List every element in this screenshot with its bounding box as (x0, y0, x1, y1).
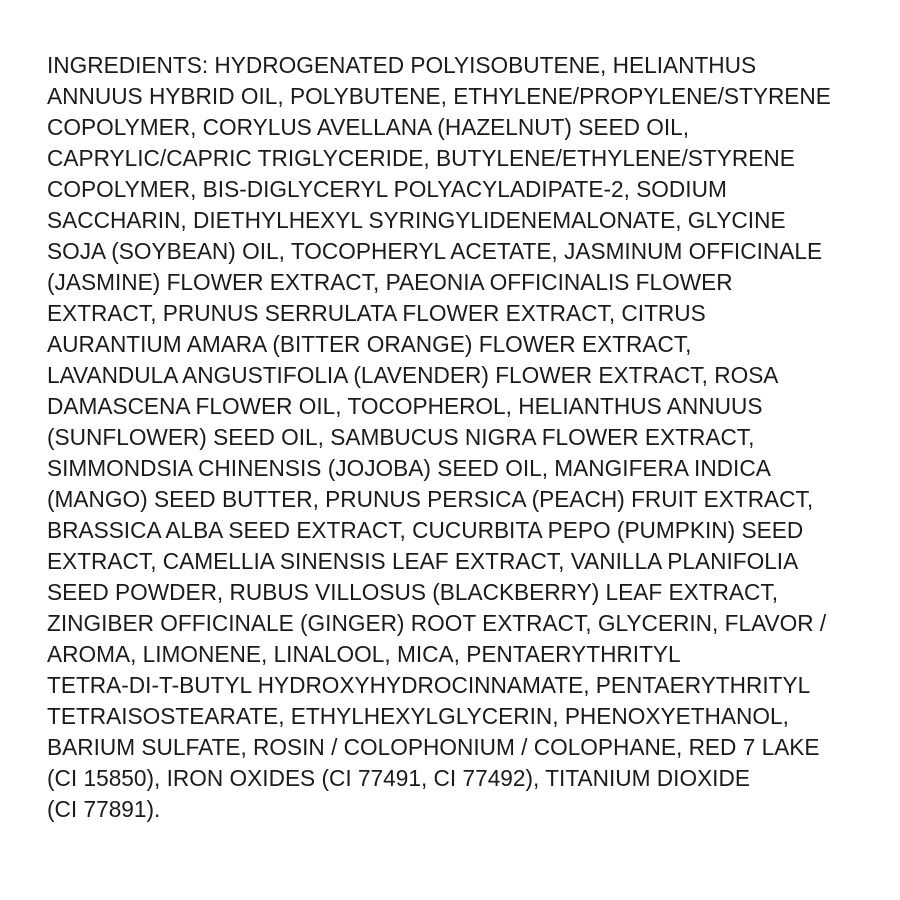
ingredients-line: BRASSICA ALBA SEED EXTRACT, CUCURBITA PEPO (PUMPKIN) SEED (47, 517, 804, 543)
ingredients-line: TETRA-DI-T-BUTYL HYDROXYHYDROCINNAMATE, PENTAERYTHRITYL (47, 672, 811, 698)
ingredients-line: SIMMONDSIA CHINENSIS (JOJOBA) SEED OIL, MANGIFERA INDICA (47, 455, 771, 481)
ingredients-line: TETRAISOSTEARATE, ETHYLHEXYLGLYCERIN, PHENOXYETHANOL, (47, 703, 789, 729)
ingredients-line: SACCHARIN, DIETHYLHEXYL SYRINGYLIDENEMALONATE, GLYCINE (47, 207, 786, 233)
ingredients-line: (SUNFLOWER) SEED OIL, SAMBUCUS NIGRA FLOWER EXTRACT, (47, 424, 755, 450)
ingredients-line: EXTRACT, CAMELLIA SINENSIS LEAF EXTRACT, VANILLA PLANIFOLIA (47, 548, 799, 574)
ingredients-line: SEED POWDER, RUBUS VILLOSUS (BLACKBERRY) LEAF EXTRACT, (47, 579, 779, 605)
ingredients-line: BARIUM SULFATE, ROSIN / COLOPHONIUM / COLOPHANE, RED 7 LAKE (47, 734, 820, 760)
ingredients-line: EXTRACT, PRUNUS SERRULATA FLOWER EXTRACT, CITRUS (47, 300, 706, 326)
ingredients-line: AROMA, LIMONENE, LINALOOL, MICA, PENTAERYTHRITYL (47, 641, 681, 667)
ingredients-line: DAMASCENA FLOWER OIL, TOCOPHEROL, HELIANTHUS ANNUUS (47, 393, 763, 419)
ingredients-line: COPOLYMER, CORYLUS AVELLANA (HAZELNUT) SEED OIL, (47, 114, 690, 140)
ingredients-line: (MANGO) SEED BUTTER, PRUNUS PERSICA (PEACH) FRUIT EXTRACT, (47, 486, 814, 512)
ingredients-line: ZINGIBER OFFICINALE (GINGER) ROOT EXTRACT, GLYCERIN, FLAVOR / (47, 610, 827, 636)
ingredients-line: CAPRYLIC/CAPRIC TRIGLYCERIDE, BUTYLENE/ETHYLENE/STYRENE (47, 145, 795, 171)
ingredients-text-block (47, 50, 855, 825)
ingredients-line: LAVANDULA ANGUSTIFOLIA (LAVENDER) FLOWER EXTRACT, ROSA (47, 362, 779, 388)
ingredients-line: COPOLYMER, BIS-DIGLYCERYL POLYACYLADIPATE-2, SODIUM (47, 176, 727, 202)
ingredients-line: (CI 15850), IRON OXIDES (CI 77491, CI 77492), TITANIUM DIOXIDE (47, 765, 750, 791)
ingredients-line: (JASMINE) FLOWER EXTRACT, PAEONIA OFFICINALIS FLOWER (47, 269, 733, 295)
ingredients-line: AURANTIUM AMARA (BITTER ORANGE) FLOWER EXTRACT, (47, 331, 692, 357)
ingredients-line: INGREDIENTS: HYDROGENATED POLYISOBUTENE, HELIANTHUS (47, 52, 757, 78)
ingredients-line: (CI 77891). (47, 796, 161, 822)
ingredients-line: ANNUUS HYBRID OIL, POLYBUTENE, ETHYLENE/PROPYLENE/STYRENE (47, 83, 831, 109)
ingredients-line: SOJA (SOYBEAN) OIL, TOCOPHERYL ACETATE, JASMINUM OFFICINALE (47, 238, 823, 264)
